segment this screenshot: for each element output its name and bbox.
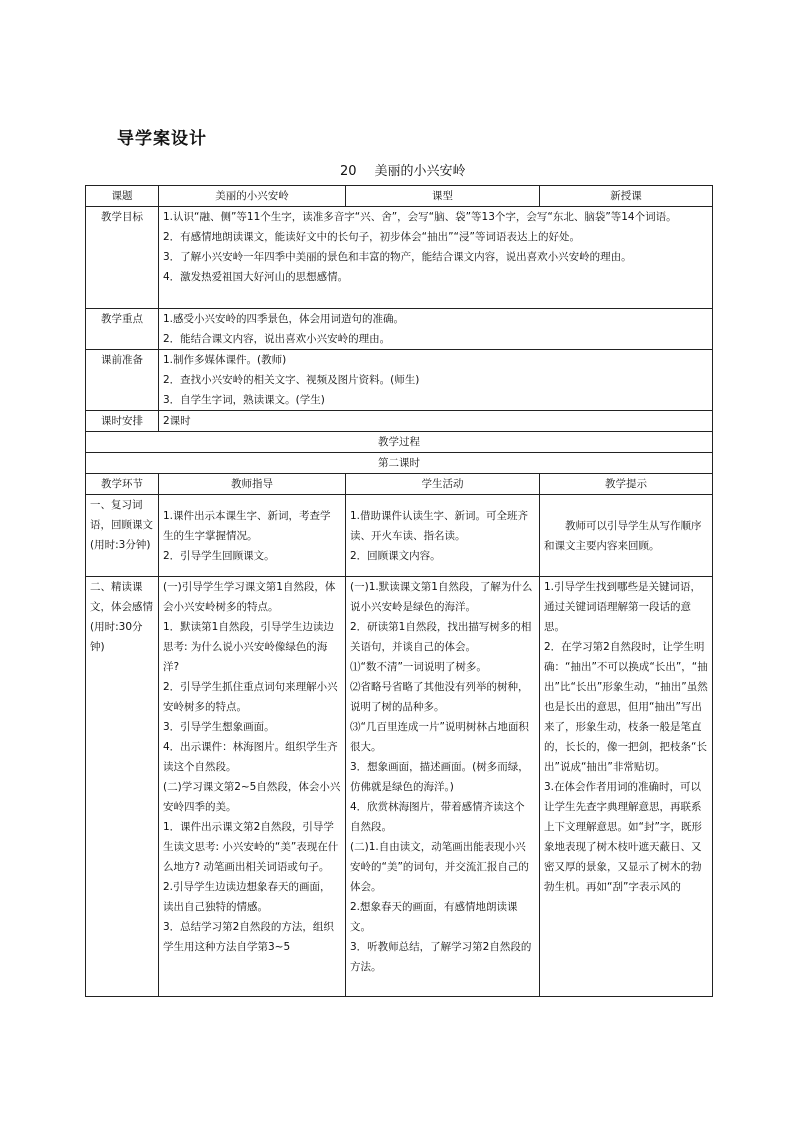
period-title: 第二课时: [86, 453, 713, 474]
table-row: [86, 495, 713, 577]
objectives-cell: [159, 207, 713, 309]
stage-cell: 一、复习词语，回顾课文(用时:3分钟): [86, 495, 159, 577]
student-item: ⑴“数不清”一词说明了树多。: [350, 661, 487, 673]
student-item: 3．想象画面，描述画面。(树多而绿，仿佛就是绿色的海洋。): [350, 761, 529, 793]
student-item: 2.想象春天的画面，有感情地朗读课文。: [350, 901, 518, 933]
lesson-number: 20: [340, 164, 357, 179]
teacher-item: 2．引导学生抓住重点词句来理解小兴安岭树多的特点。: [163, 681, 338, 713]
type-value: 新授课: [540, 186, 713, 207]
teacher-item: 1.课件出示本课生字、新词，考查学生的生字掌握情况。: [163, 509, 331, 542]
table-row: [86, 577, 713, 997]
teacher-item: 2．引导学生回顾课文。: [163, 549, 275, 562]
teacher-item: 2.引导学生边读边想象春天的画面，读出自己独特的情感。: [163, 881, 331, 913]
teacher-item: (一)引导学生学习课文第1自然段，体会小兴安岭树多的特点。: [163, 581, 336, 613]
teacher-item: 1．默读第1自然段，引导学生边读边思考: 为什么说小兴安岭像绿色的海洋?: [163, 621, 334, 673]
tips-item: 教师可以引导学生从写作顺序和课文主要内容来回顾。: [544, 519, 702, 552]
teacher-cell: [159, 577, 346, 997]
type-label: 课型: [346, 186, 540, 207]
student-item: 3．听教师总结，了解学习第2自然段的方法。: [350, 941, 532, 973]
tips-cell: [540, 577, 713, 997]
tips-item: 3.在体会作者用词的准确时，可以让学生先查字典理解意思，再联系上下文理解意思。如“封”字，既形象地表现了树木枝叶遮天蔽日、又密又厚的景象，又显示了树木的勃勃生机。再如“刮”字表示风的: [544, 781, 702, 893]
focus-item: 2．能结合课文内容，说出喜欢小兴安岭的理由。: [163, 333, 391, 345]
focus-row: [86, 309, 713, 350]
course-label: 课题: [86, 186, 159, 207]
prep-item: 1.制作多媒体课件。(教师): [163, 354, 287, 366]
teacher-item: (二)学习课文第2~5自然段，体会小兴安岭四季的美。: [163, 781, 341, 813]
process-title-row: [86, 432, 713, 453]
teacher-item: 1．课件出示课文第2自然段，引导学生读文思考: 小兴安岭的“美”表现在什么地方? 动笔画出相关词语或句子。: [163, 821, 339, 873]
time-label: 课时安排: [86, 411, 159, 432]
teacher-item: 3．总结学习第2自然段的方法，组织学生用这种方法自学第3~5: [163, 921, 334, 953]
student-item: (二)1.自由读文，动笔画出能表现小兴安岭的“美”的词句，并交流汇报自己的体会。: [350, 841, 529, 893]
student-item: (一)1.默读课文第1自然段，了解为什么说小兴安岭是绿色的海洋。: [350, 581, 533, 613]
objective-item: 1.认识“融、侧”等11个生字，读准多音字“兴、舍”，会写“脑、袋”等13个字，会写“东北、脑袋”等14个词语。: [163, 211, 677, 223]
time-row: [86, 411, 713, 432]
teacher-item: 4．出示课件：林海图片。组织学生齐读这个自然段。: [163, 741, 338, 773]
tips-item: 2．在学习第2自然段时，让学生明确：“抽出”不可以换成“长出”，“抽出”比“长出”形象生动，“抽出”虽然也是长出的意思，但用“抽出”写出来了，形象生动，枝条一般是笔直的，长长的，像一把剑，把枝条“长出”说成“抽出”非常贴切。: [544, 641, 708, 773]
focus-cell: [159, 309, 713, 350]
objective-item: 3．了解小兴安岭一年四季中美丽的景色和丰富的物产，能结合课文内容，说出喜欢小兴安岭的理由。: [163, 251, 632, 263]
student-cell: [346, 577, 540, 997]
prep-item: 2．查找小兴安岭的相关文字、视频及图片资料。(师生): [163, 374, 420, 386]
header-teacher: 教师指导: [159, 474, 346, 495]
prep-label: 课前准备: [86, 350, 159, 411]
header-student: 学生活动: [346, 474, 540, 495]
lesson-plan-table: [85, 185, 713, 997]
tips-item: 1.引导学生找到哪些是关键词语，通过关键词语理解第一段话的意思。: [544, 581, 702, 633]
focus-item: 1.感受小兴安岭的四季景色，体会用词造句的准确。: [163, 313, 405, 325]
student-item: 4．欣赏林海图片，带着感情齐读这个自然段。: [350, 801, 525, 833]
objectives-row: [86, 207, 713, 309]
student-item: 1.借助课件认读生字、新词。可全班齐读、开火车读、指名读。: [350, 509, 529, 542]
objectives-label: 教学目标: [86, 207, 159, 309]
student-item: ⑵省略号省略了其他没有列举的树种，说明了树的品种多。: [350, 681, 529, 713]
focus-label: 教学重点: [86, 309, 159, 350]
header-tips: 教学提示: [540, 474, 713, 495]
process-title: 教学过程: [86, 432, 713, 453]
objective-item: 2．有感情地朗读课文，能读好文中的长句子，初步体会“抽出”“浸”等词语表达上的好处。: [163, 231, 580, 243]
course-row: [86, 186, 713, 207]
objective-item: 4．激发热爱祖国大好河山的思想感情。: [163, 271, 349, 283]
student-item: ⑶“几百里连成一片”说明树林占地面积很大。: [350, 721, 529, 753]
time-value: 2课时: [159, 411, 713, 432]
prep-row: [86, 350, 713, 411]
stage-cell: 二、精读课文，体会感情(用时:30分钟): [86, 577, 159, 997]
header-stage: 教学环节: [86, 474, 159, 495]
student-item: 2．研读第1自然段，找出描写树多的相关语句，并谈自己的体会。: [350, 621, 532, 653]
document-heading: 导学案设计: [117, 129, 207, 149]
teacher-item: 3．引导学生想象画面。: [163, 721, 275, 733]
student-item: 2．回顾课文内容。: [350, 549, 441, 562]
process-header-row: [86, 474, 713, 495]
tips-cell: [540, 495, 713, 577]
course-value: 美丽的小兴安岭: [159, 186, 346, 207]
teacher-cell: [159, 495, 346, 577]
prep-item: 3．自学生字词，熟读课文。(学生): [163, 394, 325, 406]
lesson-title: [340, 160, 466, 179]
prep-cell: [159, 350, 713, 411]
student-cell: [346, 495, 540, 577]
lesson-name: 美丽的小兴安岭: [374, 164, 466, 179]
period-row: [86, 453, 713, 474]
